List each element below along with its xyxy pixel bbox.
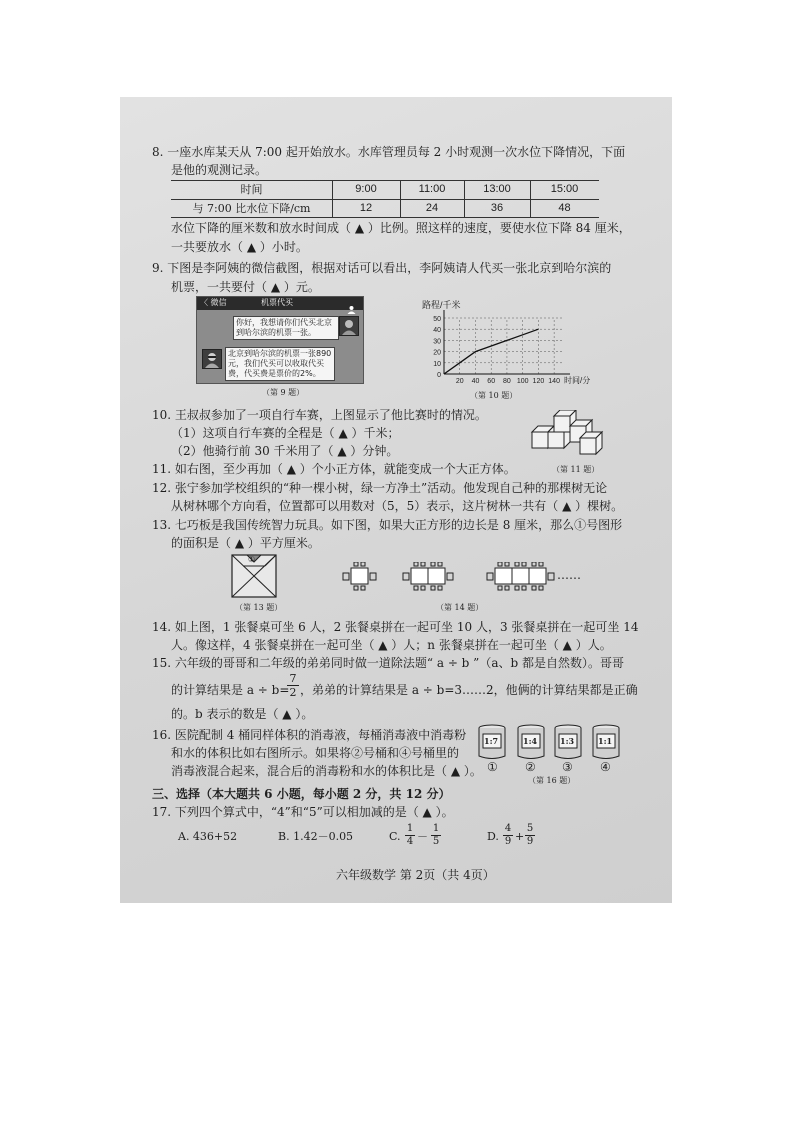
denominator: 5 xyxy=(432,836,440,847)
q15-line3: 的。b 表示的数是（ ▲ ）。 xyxy=(171,707,314,721)
table-col-1: 9:00 xyxy=(355,183,377,195)
bucket-3-ratio: 1:3 xyxy=(560,736,575,746)
numerator: 4 xyxy=(504,823,512,834)
choice-c-fraction-1 xyxy=(405,823,415,848)
bucket-4-ratio: 1:1 xyxy=(598,736,613,746)
table-value-3: 36 xyxy=(490,202,504,214)
caption-q16: （第 16 题） xyxy=(528,776,576,785)
q8-line3: 水位下降的厘米数和放水时间成（ ▲ ）比例。照这样的速度，要使水位下降 84 厘米， xyxy=(171,221,631,235)
choice-d-fraction-2 xyxy=(525,823,535,848)
q11-text: 11. 如右图，至少再加（ ▲ ）个小正方体，就能变成一个大正方体。 xyxy=(152,462,516,476)
chat-bubble-sent: 你好，我想请你们代买北京到哈尔滨的机票一张。 xyxy=(233,316,339,340)
caption-q9: （第 9 题） xyxy=(262,388,305,397)
q10-line1: 10. 王叔叔参加了一项自行车赛，上图显示了他比赛时的情况。 xyxy=(152,408,487,422)
q15-line1: 15. 六年级的哥哥和二年级的弟弟同时做一道除法题“ a ÷ b ”（a、b 都是自然数）。哥哥 xyxy=(152,656,624,670)
q13-line2: 的面积是（ ▲ ）平方厘米。 xyxy=(171,536,320,550)
choice-b[interactable]: B. 1.42－0.05 xyxy=(278,830,354,843)
bucket-2 xyxy=(517,724,545,760)
caption-q14: （第 14 题） xyxy=(436,603,484,612)
tables-ellipsis: …… xyxy=(557,568,581,582)
denominator: 4 xyxy=(406,836,414,847)
denominator: 9 xyxy=(504,836,512,847)
fraction-numerator: 7 xyxy=(289,672,297,685)
x-tick-label: 40 xyxy=(471,378,480,385)
x-tick-label: 140 xyxy=(548,378,560,385)
table-header-drop: 与 7:00 比水位下降/cm xyxy=(192,202,311,215)
page-footer: 六年级数学 第 2页（共 4页） xyxy=(336,868,495,882)
bucket-1-label: ① xyxy=(487,760,498,774)
x-tick-label: 120 xyxy=(532,378,545,385)
bucket-1 xyxy=(478,724,506,760)
y-tick-label: 40 xyxy=(433,327,441,335)
table-value-4: 48 xyxy=(558,202,571,214)
table-value-1: 12 xyxy=(359,202,373,214)
q15-line2b: ，弟弟的计算结果是 a ÷ b=3……2，他俩的计算结果都是正确 xyxy=(300,683,638,697)
table-header-time: 时间 xyxy=(240,183,263,196)
wechat-screenshot xyxy=(196,296,364,384)
chat-bubble-received: 北京到哈尔滨的机票一张890元，我们代买可以收取代买费，代买费是票价的2%。 xyxy=(225,347,335,381)
q16-line3: 消毒液混合起来，混合后的消毒粉和水的体积比是（ ▲ ）。 xyxy=(171,764,482,778)
y-tick-label: 10 xyxy=(433,360,441,368)
x-tick-label: 60 xyxy=(487,378,496,385)
q12-line2: 从树林哪个方向看，位置都可以用数对（5，5）表示，这片树林一共有（ ▲ ）棵树。 xyxy=(171,499,624,513)
choice-d-fraction-1 xyxy=(503,823,513,848)
choice-c-operator: － xyxy=(417,830,428,843)
q12-line1: 12. 张宁参加学校组织的“种一棵小树，绿一方净土”活动。他发现自己种的那棵树无论 xyxy=(152,481,608,495)
bucket-4-label: ④ xyxy=(600,760,611,774)
q9-line1: 9. 下图是李阿姨的微信截图，根据对话可以看出，李阿姨请人代买一张北京到哈尔滨的 xyxy=(152,261,612,275)
y-tick-label: 30 xyxy=(433,338,441,346)
caption-q10: （第 10 题） xyxy=(470,391,518,400)
q8-line4: 一共要放水（ ▲ ）小时。 xyxy=(171,240,308,254)
chart-title: 路程/千米 xyxy=(422,300,461,310)
numerator: 1 xyxy=(432,823,440,834)
q14-line1: 14. 如上图，1 张餐桌可坐 6 人，2 张餐桌拼在一起可坐 10 人，3 张餐桌拼在一起可坐 14 xyxy=(152,620,639,634)
q10-line3: （2）他骑行前 30 千米用了（ ▲ ）分钟。 xyxy=(171,444,399,458)
q8-line1: 8. 一座水库某天从 7:00 起开始放水。水库管理员每 2 小时观测一次水位下降情况，下面 xyxy=(152,145,626,159)
tangram-piece-marker: ① xyxy=(248,555,256,564)
q15-line2a: 的计算结果是 a ÷ b= xyxy=(171,683,290,697)
bucket-2-label: ② xyxy=(525,760,536,774)
q10-line2: （1）这项自行车赛的全程是（ ▲ ）千米； xyxy=(171,426,400,440)
choice-a[interactable]: A. 436+52 xyxy=(178,830,238,843)
q16-line1: 16. 医院配制 4 桶同样体积的消毒液，每桶消毒液中消毒粉 xyxy=(152,728,467,742)
fraction-denominator: 2 xyxy=(287,685,299,699)
cube-figure xyxy=(528,410,606,460)
choice-d-operator: + xyxy=(515,830,525,843)
caption-q11: （第 11 题） xyxy=(552,465,600,474)
x-tick-label: 100 xyxy=(516,378,529,385)
table-col-3: 13:00 xyxy=(483,183,511,195)
q14-line2: 人。像这样，4 张餐桌拼在一起可坐（ ▲ ）人；n 张餐桌拼在一起可坐（ ▲ ）人。 xyxy=(171,638,612,652)
bucket-1-ratio: 1:7 xyxy=(484,736,499,746)
q16-line2: 和水的体积比如右图所示。如果将②号桶和④号桶里的 xyxy=(171,746,460,760)
q9-line2: 机票，一共要付（ ▲ ）元。 xyxy=(171,280,320,294)
choice-c-label: C. xyxy=(389,830,401,843)
bucket-4 xyxy=(592,724,620,760)
x-tick-label: 80 xyxy=(503,378,511,385)
numerator: 5 xyxy=(526,823,534,834)
user-icon[interactable] xyxy=(347,299,356,308)
table-col-2: 11:00 xyxy=(418,183,446,195)
bucket-2-ratio: 1:4 xyxy=(523,736,538,746)
caption-q13: （第 13 题） xyxy=(235,603,283,612)
x-tick-label: 20 xyxy=(455,378,464,385)
q13-line1: 13. 七巧板是我国传统智力玩具。如下图，如果大正方形的边长是 8 厘米，那么①号图形 xyxy=(152,518,623,532)
q8-line2: 是他的观测记录。 xyxy=(171,163,268,177)
y-tick-label: 0 xyxy=(437,372,441,379)
bucket-3-label: ③ xyxy=(562,760,573,774)
fraction-7-over-2 xyxy=(287,672,299,699)
denominator: 9 xyxy=(526,836,534,847)
distance-time-chart xyxy=(414,296,604,396)
y-tick-label: 50 xyxy=(433,316,441,323)
q17-text: 17. 下列四个算式中，“4”和“5”可以相加减的是（ ▲ ）。 xyxy=(152,805,454,819)
table-value-2: 24 xyxy=(425,202,439,214)
avatar-sender xyxy=(339,316,359,336)
section-3-title: 三、选择（本大题共 6 小题，每小题 2 分，共 12 分） xyxy=(152,787,451,801)
choice-c-fraction-2 xyxy=(431,823,441,848)
avatar-agent xyxy=(202,349,222,369)
numerator: 1 xyxy=(406,823,414,834)
chart-xlabel: 时间/分 xyxy=(564,376,591,385)
wechat-back-button[interactable]: 〈 微信 xyxy=(200,298,227,307)
choice-d-label: D. xyxy=(487,830,499,843)
wechat-title: 机票代买 xyxy=(261,298,293,307)
table-col-4: 15:00 xyxy=(550,183,579,195)
y-tick-label: 20 xyxy=(433,349,441,357)
bucket-3 xyxy=(554,724,582,760)
